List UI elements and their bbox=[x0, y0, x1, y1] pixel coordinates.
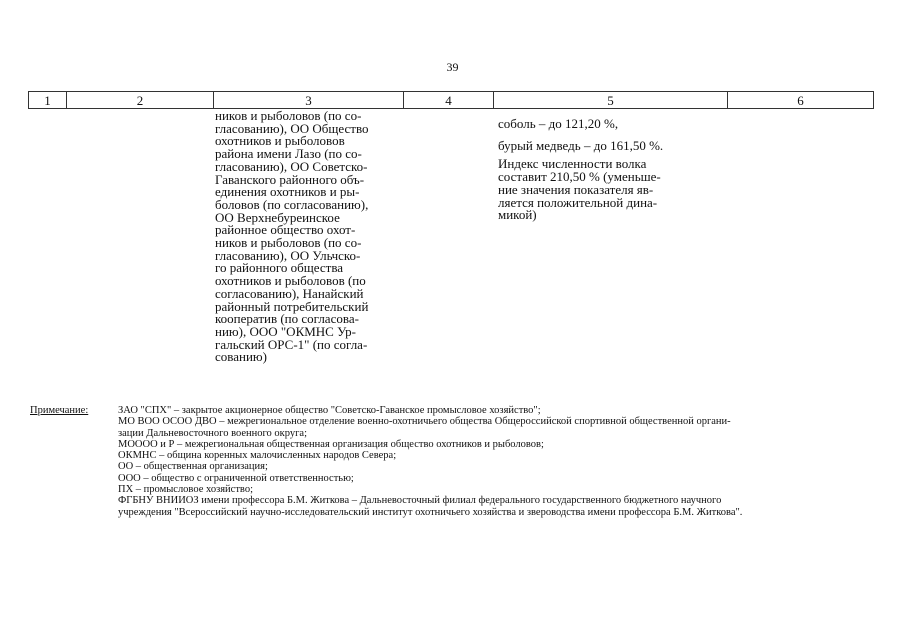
column-5-text bbox=[498, 118, 698, 222]
header-cell-5: 5 bbox=[494, 92, 728, 108]
header-cell-6: 6 bbox=[797, 93, 804, 108]
sable-index-line: соболь – до 121,20 %, bbox=[498, 116, 619, 131]
table-header-row bbox=[28, 91, 874, 109]
abbreviation-list: ЗАО "СПХ" – закрытое акционерное общество "Советско-Гаванское промысловое хозяйство"; МО ВОО ОСОО ДВО – межрегиональное отделение военно-охотничьего общества Общероссийской спортивной общественной органи- зации Дальневосточного военного округа; МОООО и Р – межрегиональная общественная организация общество охотников и рыболовов; ОКМНС – община коренных малочисленных народов Севера; ОО – общественная организация; ООО – общество с ограниченной ответственностью; ПХ – промысловое хозяйство; ФГБНУ ВНИИОЗ имени профессора Б.М. Житкова – Дальневосточный филиал федерального государственного бюджетного научного учреждения "Всероссийский научно-исследовательский институт охотничьего хозяйства и звероводства имени профессора Б.М. Житкова". bbox=[118, 405, 743, 518]
header-cell-1: 1 bbox=[29, 92, 67, 108]
note-label: Примечание: bbox=[30, 405, 89, 416]
wolf-index-paragraph: Индекс численности волка составит 210,50 % (уменьше- ние значения показателя яв- ляется положительной дина- микой) bbox=[498, 156, 661, 223]
column-3-text: ников и рыболовов (по со- гласованию), ОО Общество охотников и рыболовов района имени Лазо (по со- гласованию), ОО Советско- Гаванского районного объ- единения охотников и ры- боловов (по согласованию), ОО Верхнебуреинское районное общество охот- ников и рыболовов (по со- гласованию), ОО Ульчско- го районного общества охотников и рыболовов (по согласованию), Нанайский районный потребительский кооператив (по согласова- нию), ООО "ОКМНС Ур- гальский ОРС-1" (по согла- сованию) bbox=[215, 108, 369, 365]
bear-index-line: бурый медведь – до 161,50 %. bbox=[498, 137, 664, 153]
header-cell-3: 3 bbox=[214, 92, 404, 108]
header-cell-4: 4 bbox=[404, 92, 494, 108]
header-cell-2: 2 bbox=[67, 92, 214, 108]
page-number: 39 bbox=[446, 60, 459, 74]
